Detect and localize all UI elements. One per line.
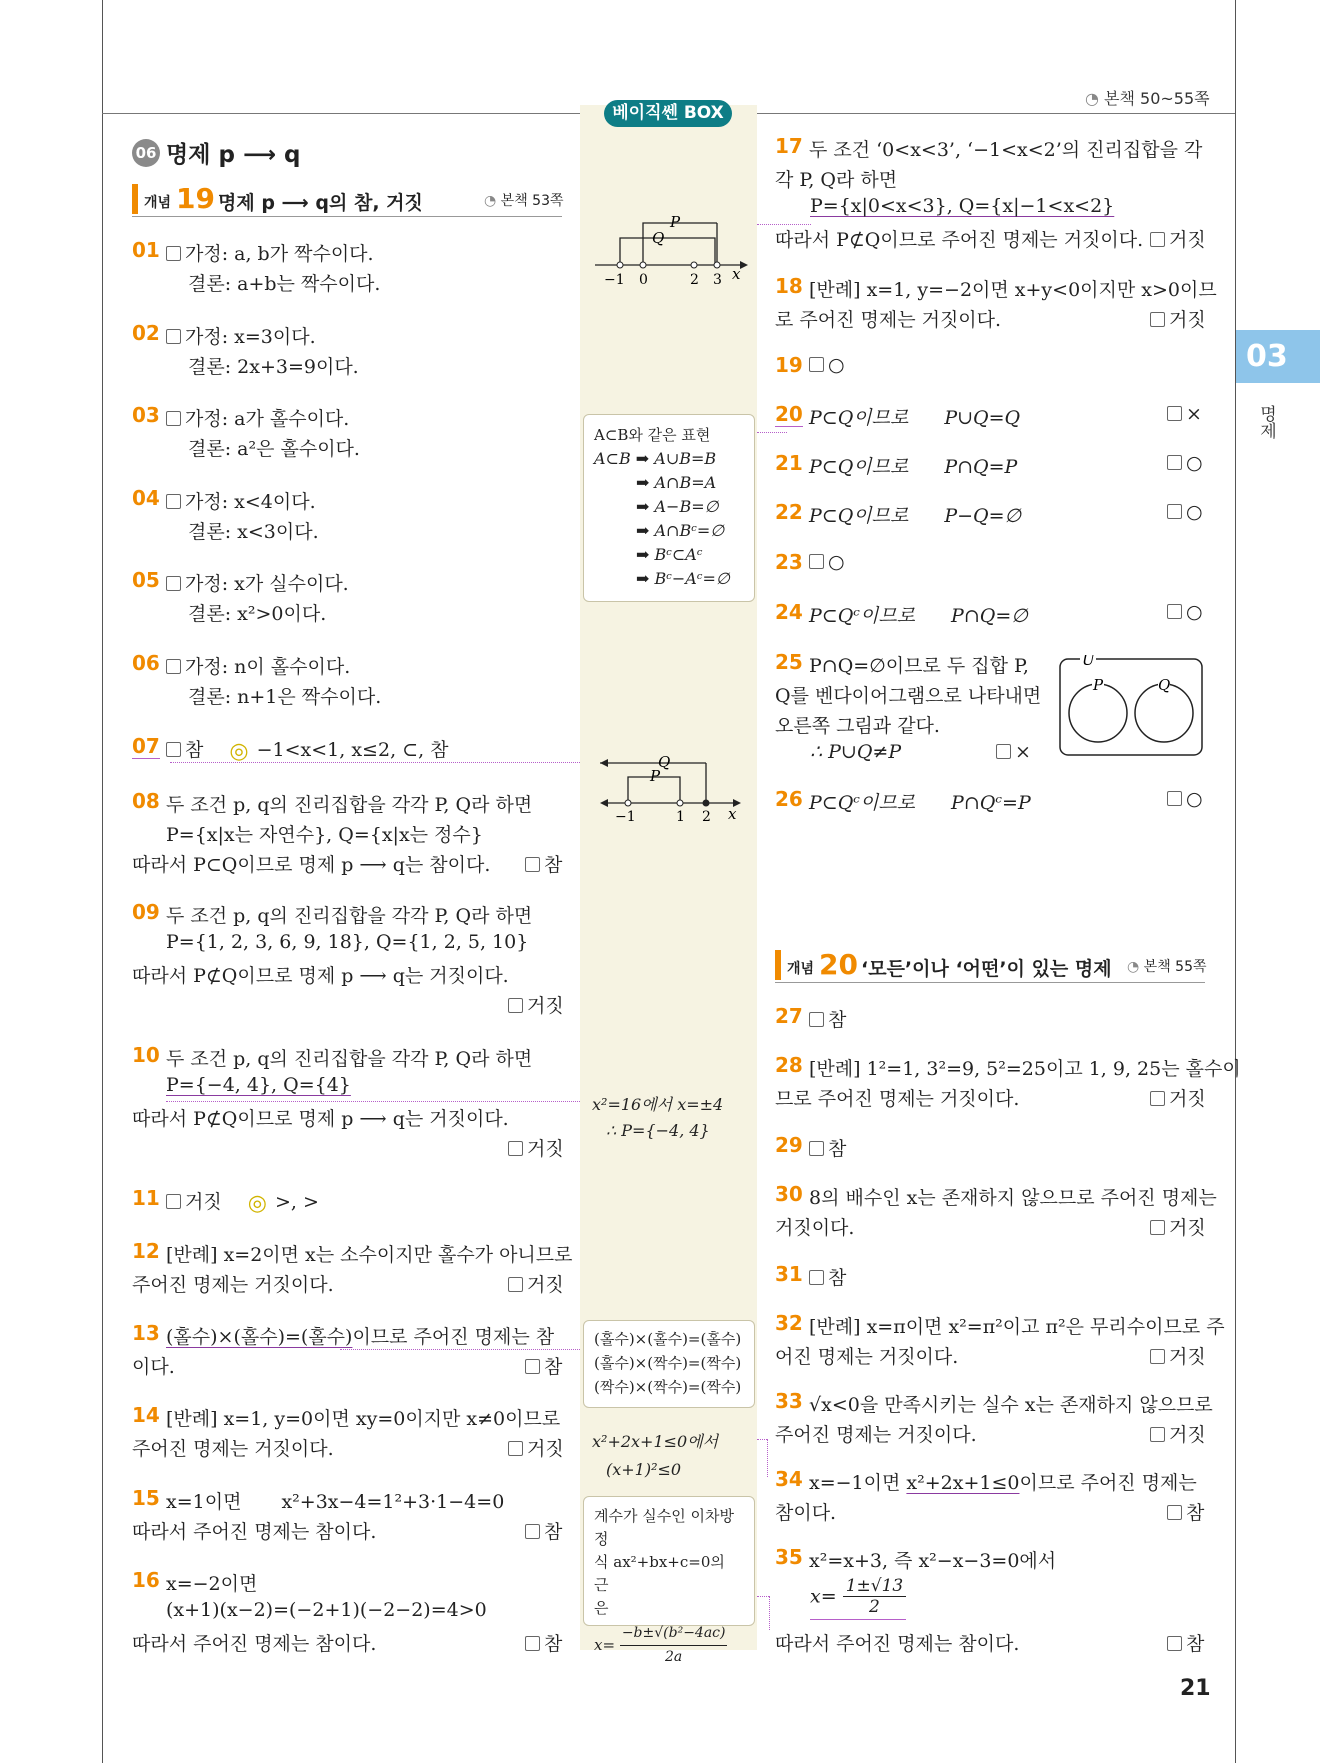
item-number: 32: [775, 1311, 803, 1335]
venn-label-U: U: [1082, 655, 1095, 669]
answer-text: (x+1)(x−2)=(−2+1)(−2−2)=4>0: [166, 1599, 487, 1621]
answer-text: 두 조건 p, q의 진리집합을 각각 P, Q라 하면: [166, 794, 533, 816]
answer-mark-icon: [809, 1141, 824, 1156]
item-number: 34: [775, 1467, 803, 1491]
answer-text: 따라서 P⊂Q이므로 명제 p ⟶ q는 참이다.: [132, 854, 491, 876]
item-number: 12: [132, 1239, 160, 1263]
item-number: 22: [775, 500, 803, 524]
chapter-tab: 03: [1236, 330, 1320, 383]
label-Q: Q: [652, 229, 665, 247]
answer-text: 거짓: [1150, 305, 1206, 332]
answer-text: 결론: x²>0이다.: [188, 603, 327, 625]
answer-text: P⊂Qᶜ이므로 P∩Qᶜ=P: [809, 792, 1031, 814]
answer-text: 참: [809, 1263, 846, 1290]
tick-label: −1: [604, 272, 625, 288]
item-number: 26: [775, 787, 803, 811]
answer-text: 참: [809, 1005, 846, 1032]
answer-mark-icon: [809, 1012, 824, 1027]
item-number: 14: [132, 1403, 160, 1427]
leader-line: [757, 1596, 769, 1597]
label-x: x: [728, 805, 737, 823]
section-number-badge: 06: [132, 139, 160, 167]
ref-icon: ◔: [1127, 959, 1144, 975]
answer-mark-icon: [166, 742, 181, 757]
answer-mark-icon: [525, 1636, 540, 1651]
tick-label: 2: [690, 272, 699, 288]
answer-text: 거짓: [1150, 1213, 1206, 1240]
item-number: 13: [132, 1321, 160, 1345]
item-number: 01: [132, 238, 160, 262]
answer-text: 결론: n+1은 짝수이다.: [188, 686, 382, 708]
item-number: 08: [132, 789, 160, 813]
answer-text: x=1이면 x²+3x−4=1²+3·1−4=0: [166, 1491, 505, 1513]
answer-mark-icon: [166, 494, 181, 509]
note-subset-expressions: A⊂B와 같은 표현 A⊂B ➡ A∪B=B ➡ A∩B=A ➡ A−B=∅ ➡ A∩Bᶜ=∅ ➡ Bᶜ⊂Aᶜ ➡ Bᶜ−Aᶜ=∅: [583, 414, 755, 602]
label-P: P: [650, 767, 661, 785]
answer-text: 거짓: [508, 1434, 564, 1461]
answer-text: P⊂Q이므로 P∩Q=P: [809, 456, 1018, 478]
ref-icon: ◔: [484, 193, 501, 209]
answer-mark-icon: [166, 329, 181, 344]
answer-text: 가정: x가 실수이다.: [166, 569, 349, 596]
answer-text: 거짓: [1150, 1342, 1206, 1369]
answer-text: 오른쪽 그림과 같다.: [775, 715, 940, 737]
right-margin-line: [1235, 0, 1236, 1763]
answer-mark-icon: [166, 246, 181, 261]
answer-text: 어진 명제는 거짓이다.: [775, 1346, 959, 1368]
answer-text: 참: [1167, 1498, 1204, 1525]
tick-label: −1: [615, 809, 636, 825]
note-square-inequality: x²+2x+1≤0에서 (x+1)²≤0: [592, 1432, 719, 1479]
leader-line: [170, 762, 580, 763]
answer-text: P⊂Q이므로 P∪Q=Q: [809, 407, 1021, 429]
answer-mark-icon: [1150, 1349, 1165, 1364]
answer-text: 이다.: [132, 1356, 175, 1378]
tick-label: 0: [639, 272, 648, 288]
answer-text: ○: [809, 551, 845, 573]
item-number: 30: [775, 1182, 803, 1206]
item-number: 11: [132, 1186, 160, 1210]
answer-text: 거짓: [508, 1134, 564, 1161]
note-parity-products: (홀수)×(홀수)=(홀수) (홀수)×(짝수)=(짝수) (짝수)×(짝수)=(짝수): [583, 1320, 755, 1408]
item-number: 03: [132, 403, 160, 427]
answer-text: 참: [1167, 1629, 1204, 1656]
answer-text: 거짓: [1150, 225, 1206, 252]
answer-text: ○: [1167, 452, 1203, 474]
answer-text: 결론: a²은 홀수이다.: [188, 438, 360, 460]
answer-mark-icon: [1150, 232, 1165, 247]
tick-label: 3: [713, 272, 722, 288]
note-p-set: x²=16에서 x=±4 ∴ P={−4, 4}: [592, 1095, 724, 1140]
item-number: 31: [775, 1262, 803, 1286]
item-number: 20: [775, 402, 803, 426]
answer-text: P={1, 2, 3, 6, 9, 18}, Q={1, 2, 5, 10}: [166, 931, 529, 953]
answer-text: 결론: a+b는 짝수이다.: [188, 273, 381, 295]
answer-mark-icon: [525, 857, 540, 872]
answer-mark-icon: [508, 998, 523, 1013]
header-ref: ◔ 본책 50~55쪽: [1085, 89, 1210, 108]
leader-line: [166, 1101, 580, 1102]
item-number: 16: [132, 1568, 160, 1592]
answer-text: 가정: x=3이다.: [166, 322, 316, 349]
label-Q: Q: [658, 755, 671, 771]
answer-text: 주어진 명제는 거짓이다.: [132, 1438, 334, 1460]
answer-text: 참이다.: [775, 1502, 837, 1524]
answer-text: 가정: a가 홀수이다.: [166, 404, 349, 431]
answer-text: ○: [1167, 601, 1203, 623]
item-number: 29: [775, 1133, 803, 1157]
answer-text: 거짓: [1150, 1420, 1206, 1447]
item-number: 18: [775, 274, 803, 298]
answer-text: 거짓이다.: [775, 1217, 855, 1239]
answer-text: 가정: a, b가 짝수이다.: [166, 239, 374, 266]
answer-text: (홀수)×(홀수)=(홀수)이므로 주어진 명제는 참: [166, 1326, 555, 1348]
answer-mark-icon: [166, 1194, 181, 1209]
answer-mark-icon: [166, 659, 181, 674]
answer-mark-icon: [1167, 604, 1182, 619]
item-number: 25: [775, 650, 803, 674]
target-icon: ◎: [247, 1191, 267, 1216]
answer-text: 거짓: [508, 991, 564, 1018]
answer-mark-icon: [525, 1524, 540, 1539]
answer-mark-icon: [809, 357, 824, 372]
answer-text: 가정: x<4이다.: [166, 487, 316, 514]
answer-text: 따라서 P⊄Q이므로 명제 p ⟶ q는 거짓이다.: [132, 965, 509, 987]
leader-line: [757, 1439, 767, 1440]
answer-mark-icon: [508, 1141, 523, 1156]
answer-mark-icon: [508, 1277, 523, 1292]
answer-text: P∩Q=∅이므로 두 집합 P,: [809, 655, 1029, 677]
answer-mark-icon: [1167, 406, 1182, 421]
item-number: 33: [775, 1389, 803, 1413]
answer-text: [반례] x=1, y=−2이면 x+y<0이지만 x>0이므: [809, 279, 1217, 301]
answer-text: ×: [1167, 403, 1202, 425]
answer-mark-icon: [996, 744, 1011, 759]
label-P: P: [670, 215, 681, 231]
answer-text: ○: [1167, 501, 1203, 523]
answer-text: P={x|0<x<3}, Q={x|−1<x<2}: [810, 195, 1115, 217]
answer-text: 각 P, Q라 하면: [775, 169, 898, 191]
item-number: 10: [132, 1043, 160, 1067]
answer-text: P⊂Q이므로 P−Q=∅: [809, 505, 1022, 527]
answer-mark-icon: [1150, 1220, 1165, 1235]
answer-text: 거짓: [1150, 1084, 1206, 1111]
item-number: 17: [775, 134, 803, 158]
item-number: 06: [132, 651, 160, 675]
item-number: 15: [132, 1486, 160, 1510]
answer-text: 가정: n이 홀수이다.: [166, 652, 350, 679]
answer-text: 따라서 P⊄Q이므로 주어진 명제는 거짓이다.: [775, 229, 1144, 251]
venn-diagram: [1058, 655, 1206, 759]
answer-text: 결론: 2x+3=9이다.: [188, 356, 359, 378]
answer-text: P={x|x는 자연수}, Q={x|x는 정수}: [166, 824, 483, 846]
answer-mark-icon: [1167, 1636, 1182, 1651]
answer-text: ○: [1167, 788, 1203, 810]
answer-text: 따라서 주어진 명제는 참이다.: [132, 1633, 377, 1655]
answer-text: [반례] x=1, y=0이면 xy=0이지만 x≠0이므로: [166, 1408, 561, 1430]
number-line-diagram-2: [598, 755, 748, 830]
answer-mark-icon: [1150, 1091, 1165, 1106]
answer-text: 로 주어진 명제는 거짓이다.: [775, 309, 1002, 331]
page-number: 21: [1180, 1676, 1211, 1701]
fraction-x: x= $\frac{1\pm√13}{2}$: [810, 1576, 906, 1620]
concept-20-header: 개념 20 ‘모든’이나 ‘어떤’이 있는 명제 ◔ 본책 55쪽: [775, 948, 1205, 983]
answer-text: 두 조건 p, q의 진리집합을 각각 P, Q라 하면: [166, 1048, 533, 1070]
item-number: 19: [775, 353, 803, 377]
item-number: 09: [132, 900, 160, 924]
basic-box-column: [580, 105, 757, 1650]
leader-line: [769, 1596, 770, 1630]
item-number: 23: [775, 550, 803, 574]
item-number: 27: [775, 1004, 803, 1028]
answer-mark-icon: [809, 1270, 824, 1285]
answer-mark-icon: [809, 554, 824, 569]
answer-text: [반례] x=π이면 x²=π²이고 π²은 무리수이므로 주: [809, 1316, 1225, 1338]
answer-text: 참 ◎ −1<x<1, x≤2, ⊂, 참: [166, 735, 449, 764]
answer-text: 따라서 주어진 명제는 참이다.: [132, 1521, 377, 1543]
answer-text: √x<0을 만족시키는 실수 x는 존재하지 않으므로: [809, 1394, 1213, 1416]
item-number: 35: [775, 1545, 803, 1569]
answer-text: 참: [525, 850, 562, 877]
answer-text: 참: [525, 1629, 562, 1656]
concept-19-header: 개념 19 명제 p ⟶ q의 참, 거짓 ◔ 본책 53쪽: [132, 182, 562, 217]
answer-text: P={−4, 4}, Q={4}: [166, 1074, 351, 1096]
answer-text: 8의 배수인 x는 존재하지 않으므로 주어진 명제는: [809, 1187, 1217, 1209]
leader-line: [767, 1439, 768, 1477]
leader-line: [340, 1349, 580, 1350]
item-number: 07: [132, 734, 160, 758]
section-06-title: 06 명제 p ⟶ q: [132, 136, 300, 168]
answer-mark-icon: [1150, 312, 1165, 327]
left-margin-line: [102, 0, 103, 1763]
answer-text: [반례] 1²=1, 3²=9, 5²=25이고 1, 9, 25는 홀수이: [809, 1058, 1241, 1080]
answer-text: 참: [525, 1352, 562, 1379]
answer-text: 주어진 명제는 거짓이다.: [132, 1274, 334, 1296]
answer-text: [반례] x=2이면 x는 소수이지만 홀수가 아니므로: [166, 1244, 573, 1266]
answer-mark-icon: [1167, 791, 1182, 806]
target-icon: ◎: [229, 739, 249, 764]
answer-text: 거짓 ◎ >, >: [166, 1187, 319, 1216]
answer-text: 따라서 P⊄Q이므로 명제 p ⟶ q는 거짓이다.: [132, 1108, 509, 1130]
venn-label-P: P: [1093, 676, 1104, 694]
answer-mark-icon: [525, 1359, 540, 1374]
answer-text: x²=x+3, 즉 x²−x−3=0에서: [809, 1550, 1057, 1572]
answer-text: 두 조건 ‘0<x<3’, ‘−1<x<2’의 진리집합을 각: [809, 139, 1203, 161]
venn-label-Q: Q: [1158, 676, 1171, 694]
tick-label: 1: [676, 809, 685, 825]
answer-text: 결론: x<3이다.: [188, 521, 319, 543]
answer-mark-icon: [166, 576, 181, 591]
answer-mark-icon: [166, 411, 181, 426]
answer-text: 두 조건 p, q의 진리집합을 각각 P, Q라 하면: [166, 905, 533, 927]
item-number: 28: [775, 1053, 803, 1077]
answer-mark-icon: [1167, 455, 1182, 470]
answer-text: x=−2이면: [166, 1573, 258, 1595]
answer-mark-icon: [1150, 1427, 1165, 1442]
answer-text: 따라서 주어진 명제는 참이다.: [775, 1633, 1020, 1655]
chapter-title: 명제: [1256, 405, 1276, 439]
answer-text: 므로 주어진 명제는 거짓이다.: [775, 1088, 1020, 1110]
item-number: 04: [132, 486, 160, 510]
answer-text: 참: [809, 1134, 846, 1161]
answer-mark-icon: [1167, 504, 1182, 519]
answer-text: 참: [525, 1517, 562, 1544]
item-number: 02: [132, 321, 160, 345]
item-number: 05: [132, 568, 160, 592]
answer-text: ∴ P∪Q≠P: [810, 741, 902, 763]
item-number: 24: [775, 600, 803, 624]
tick-label: 2: [702, 809, 711, 825]
answer-mark-icon: [1167, 1505, 1182, 1520]
answer-text: ×: [996, 741, 1031, 763]
answer-text: 거짓: [508, 1270, 564, 1297]
label-x: x: [732, 265, 741, 283]
answer-mark-icon: [508, 1441, 523, 1456]
answer-text: ○: [809, 354, 845, 376]
answer-text: 주어진 명제는 거짓이다.: [775, 1424, 977, 1446]
leader-line: [757, 432, 787, 433]
answer-text: Q를 벤다이어그램으로 나타내면: [775, 685, 1042, 707]
answer-text: x=−1이면 x²+2x+1≤0이므로 주어진 명제는: [809, 1472, 1197, 1494]
basic-box-badge: 베이직쎈 BOX: [604, 100, 732, 127]
number-line-diagram-1: [590, 215, 750, 290]
note-quadratic-formula: 계수가 실수인 이차방정 식 ax²+bx+c=0의 근 은 x= $\frac{\text{−b±√(b²−4ac)}}{2a}$: [583, 1496, 755, 1626]
answer-text: P⊂Qᶜ이므로 P∩Q=∅: [809, 605, 1028, 627]
ref-icon: ◔: [1085, 89, 1105, 108]
item-number: 21: [775, 451, 803, 475]
